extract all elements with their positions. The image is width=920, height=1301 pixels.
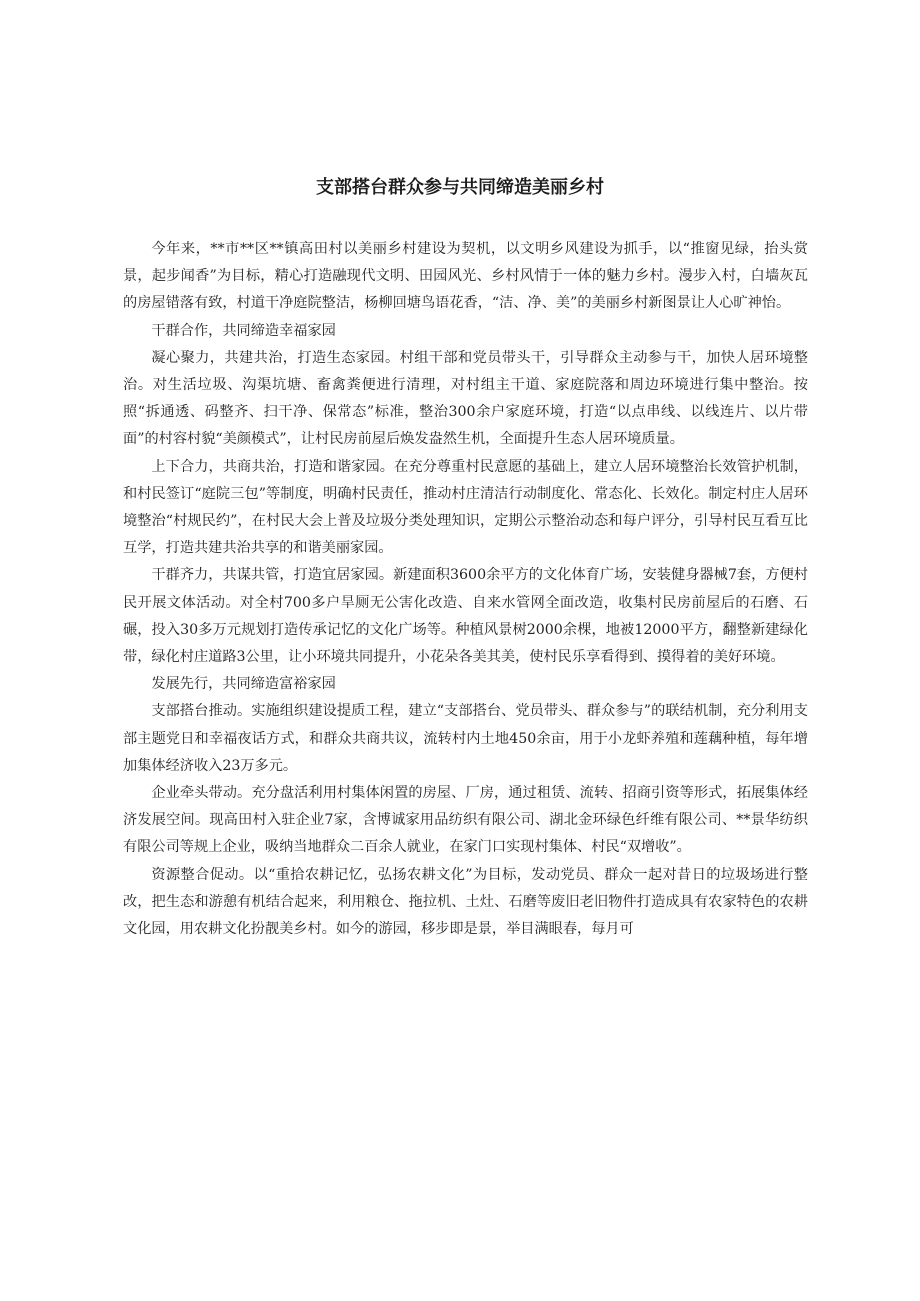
paragraph-resource-integration: 资源整合促动。以“重拾农耕记忆，弘扬农耕文化”为目标，发动党员、群众一起对昔日的垃圾场进行整改，把生态和游憩有机结合起来，利用粮仓、拖拉机、土灶、石磨等废旧老旧物件打造成具有农家特色的农耕文化园，用农耕文化扮靓美乡村。如今的游园，移步即是景，举目满眼春，每月可 <box>123 866 808 938</box>
paragraph-enterprise-lead: 企业牵头带动。充分盘活利用村集体闲置的房屋、厂房，通过租赁、流转、招商引资等形式，拓展集体经济发展空间。现高田村入驻企业7家，含博诚家用品纺织有限公司、湖北金环绿色纤维有限公司、**景华纺织有限公司等规上企业，吸纳当地群众二百余人就业，在家门口实现村集体、村民“双增收”。 <box>123 785 808 856</box>
paragraph-harmonious-home: 上下合力，共商共治，打造和谐家园。在充分尊重村民意愿的基础上，建立人居环境整治长效管护机制，和村民签订“庭院三包”等制度，明确村民责任，推动村庄清洁行动制度化、常态化、长效化。制定村庄人居环境整治“村规民约”，在村民大会上普及垃圾分类处理知识，定期公示整治动态和每户评分，引导村民互看互比互学，打造共建共治共享的和谐美丽家园。 <box>123 458 808 557</box>
paragraph-intro: 今年来，**市**区**镇高田村以美丽乡村建设为契机，以文明乡风建设为抓手，以“推窗见绿，抬头赏景，起步闻香”为目标，精心打造融现代文明、田园风光、乡村风情于一体的魅力乡村。漫步入村，白墙灰瓦的房屋错落有致，村道干净庭院整洁，杨柳回塘鸟语花香，“洁、净、美”的美丽乡村新图景让人心旷神怡。 <box>123 241 808 312</box>
paragraph-livable-home: 干群齐力，共谋共管，打造宜居家园。新建面积3600余平方的文化体育广场，安装健身器械7套，方便村民开展文体活动。对全村700多户旱厕无公害化改造、自来水管网全面改造，收集村民房前屋后的石磨、石碾，投入30多万元规划打造传承记忆的文化广场等。种植风景树2000余棵，地被12000平方，翻整新建绿化带，绿化村庄道路3公里，让小环境共同提升，小花朵各美其美，使村民乐享看得到、摸得着的美好环境。 <box>123 567 808 666</box>
paragraph-branch-platform: 支部搭台推动。实施组织建设提质工程，建立“支部搭台、党员带头、群众参与”的联结机制，充分利用支部主题党日和幸福夜话方式，和群众共商共议，流转村内土地450余亩，用于小龙虾养殖和莲藕种植，每年增加集体经济收入23万多元。 <box>123 703 808 774</box>
document-body <box>123 236 808 943</box>
section-heading-prosperous-home: 发展先行，共同缔造富裕家园 <box>151 676 336 693</box>
page-title: 支部搭台群众参与共同缔造美丽乡村 <box>316 177 604 198</box>
paragraph-ecological-home: 凝心聚力，共建共治，打造生态家园。村组干部和党员带头干，引导群众主动参与干，加快人居环境整治。对生活垃圾、沟渠坑塘、畜禽粪便进行清理，对村组主干道、家庭院落和周边环境进行集中整治。按照“拆通透、码整齐、扫干净、保常态”标准，整治300余户家庭环境，打造“以点串线、以线连片、以片带面”的村容村貌“美颜模式”，让村民房前屋后焕发盎然生机，全面提升生态人居环境质量。 <box>123 349 808 448</box>
section-heading-happy-home: 干群合作，共同缔造幸福家园 <box>151 322 336 339</box>
